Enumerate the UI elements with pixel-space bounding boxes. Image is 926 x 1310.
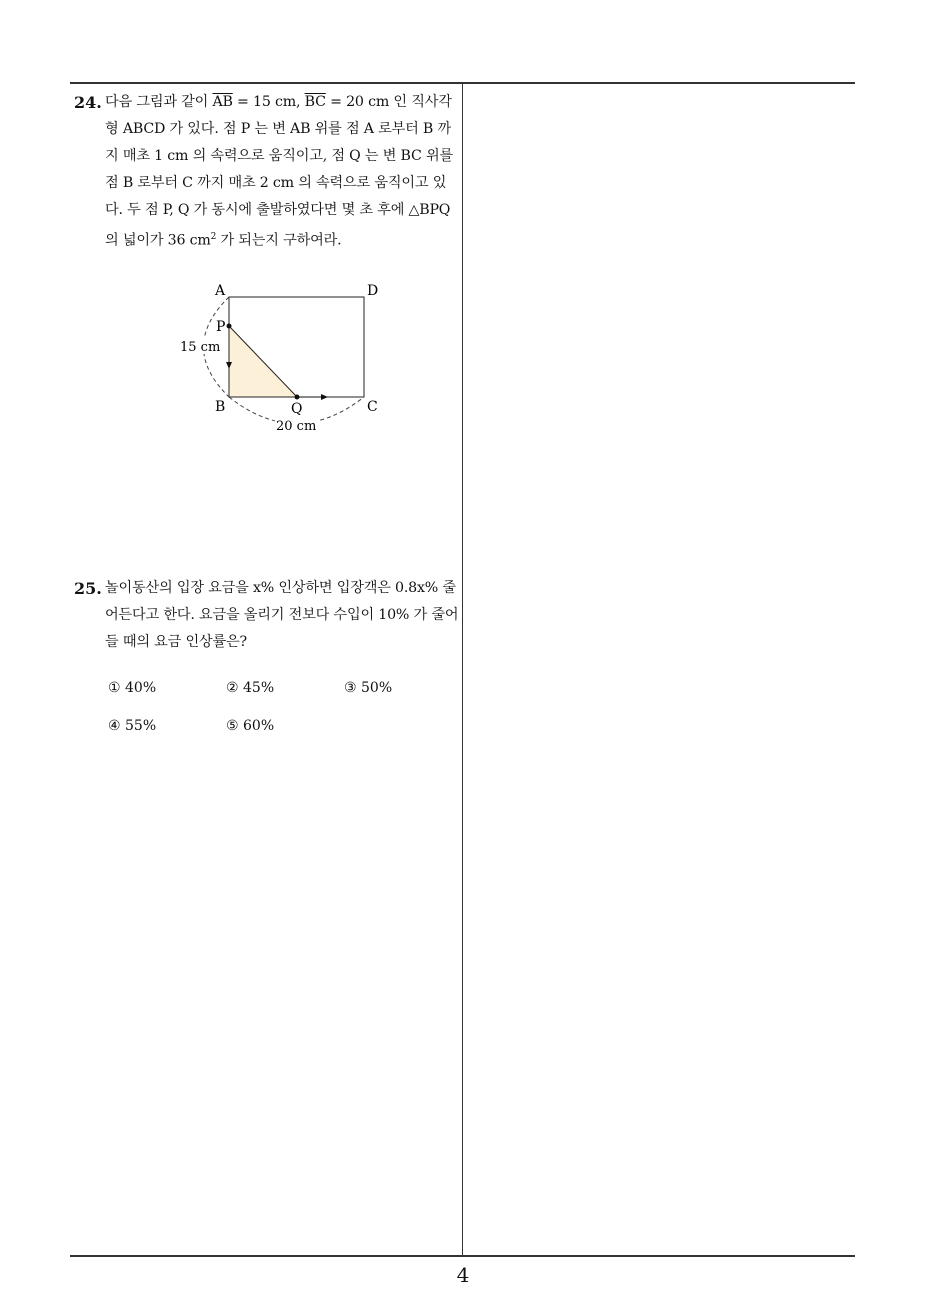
- label-p: P: [216, 319, 226, 335]
- bottom-rule: [70, 1255, 855, 1257]
- choice-5[interactable]: ⑤ 60%: [226, 718, 275, 734]
- choice-3[interactable]: ③ 50%: [344, 680, 393, 696]
- choice-4[interactable]: ④ 55%: [108, 718, 157, 734]
- problem-24-number: 24.: [74, 93, 102, 112]
- problem-24: [74, 89, 460, 255]
- choice-2[interactable]: ② 45%: [226, 680, 275, 696]
- label-d: D: [367, 283, 379, 299]
- problem-25-text: 놀이동산의 입장 요금을 x% 인상하면 입장객은 0.8x% 줄어든다고 한다. 요금을 올리기 전보다 수입이 10% 가 줄어들 때의 요금 인상률은?: [105, 580, 459, 650]
- arrow-right-icon: [321, 394, 328, 400]
- label-15cm: 15 cm: [180, 340, 221, 355]
- label-a: A: [215, 283, 226, 299]
- segment-bc: $\overline{BC}$: [304, 94, 326, 110]
- label-q: Q: [291, 401, 303, 417]
- problem-24-text: 다음 그림과 같이 $\overline{AB} = 15$ cm, $\overline{BC} = 20$ cm 인 직사각형 ABCD 가 있다. 점 P 는 변 AB 위를 점 A 로부터 B 까지 매초 1 cm 의 속력으로 움직이고, 점 Q 는 변 BC 위를 점 B 로부터 C 까지 매초 2 cm 의 속력으로 움직이고 있다. 두 점 P, Q 가 동시에 출발하였다면 몇 초 후에 △BPQ 의 넓이가 36 $cm^2$ 가 되는지 구하여라.: [105, 94, 454, 249]
- label-c: C: [367, 399, 378, 415]
- problem-25: [74, 575, 460, 656]
- label-b: B: [215, 399, 226, 415]
- column-divider: [462, 82, 463, 1257]
- rectangle-figure: [170, 278, 390, 438]
- page-number: 4: [456, 1263, 470, 1287]
- point-p: [227, 324, 232, 329]
- label-20cm: 20 cm: [276, 419, 317, 434]
- choice-1[interactable]: ① 40%: [108, 680, 157, 696]
- segment-ab: $\overline{AB}$: [212, 94, 233, 110]
- problem-25-number: 25.: [74, 579, 102, 598]
